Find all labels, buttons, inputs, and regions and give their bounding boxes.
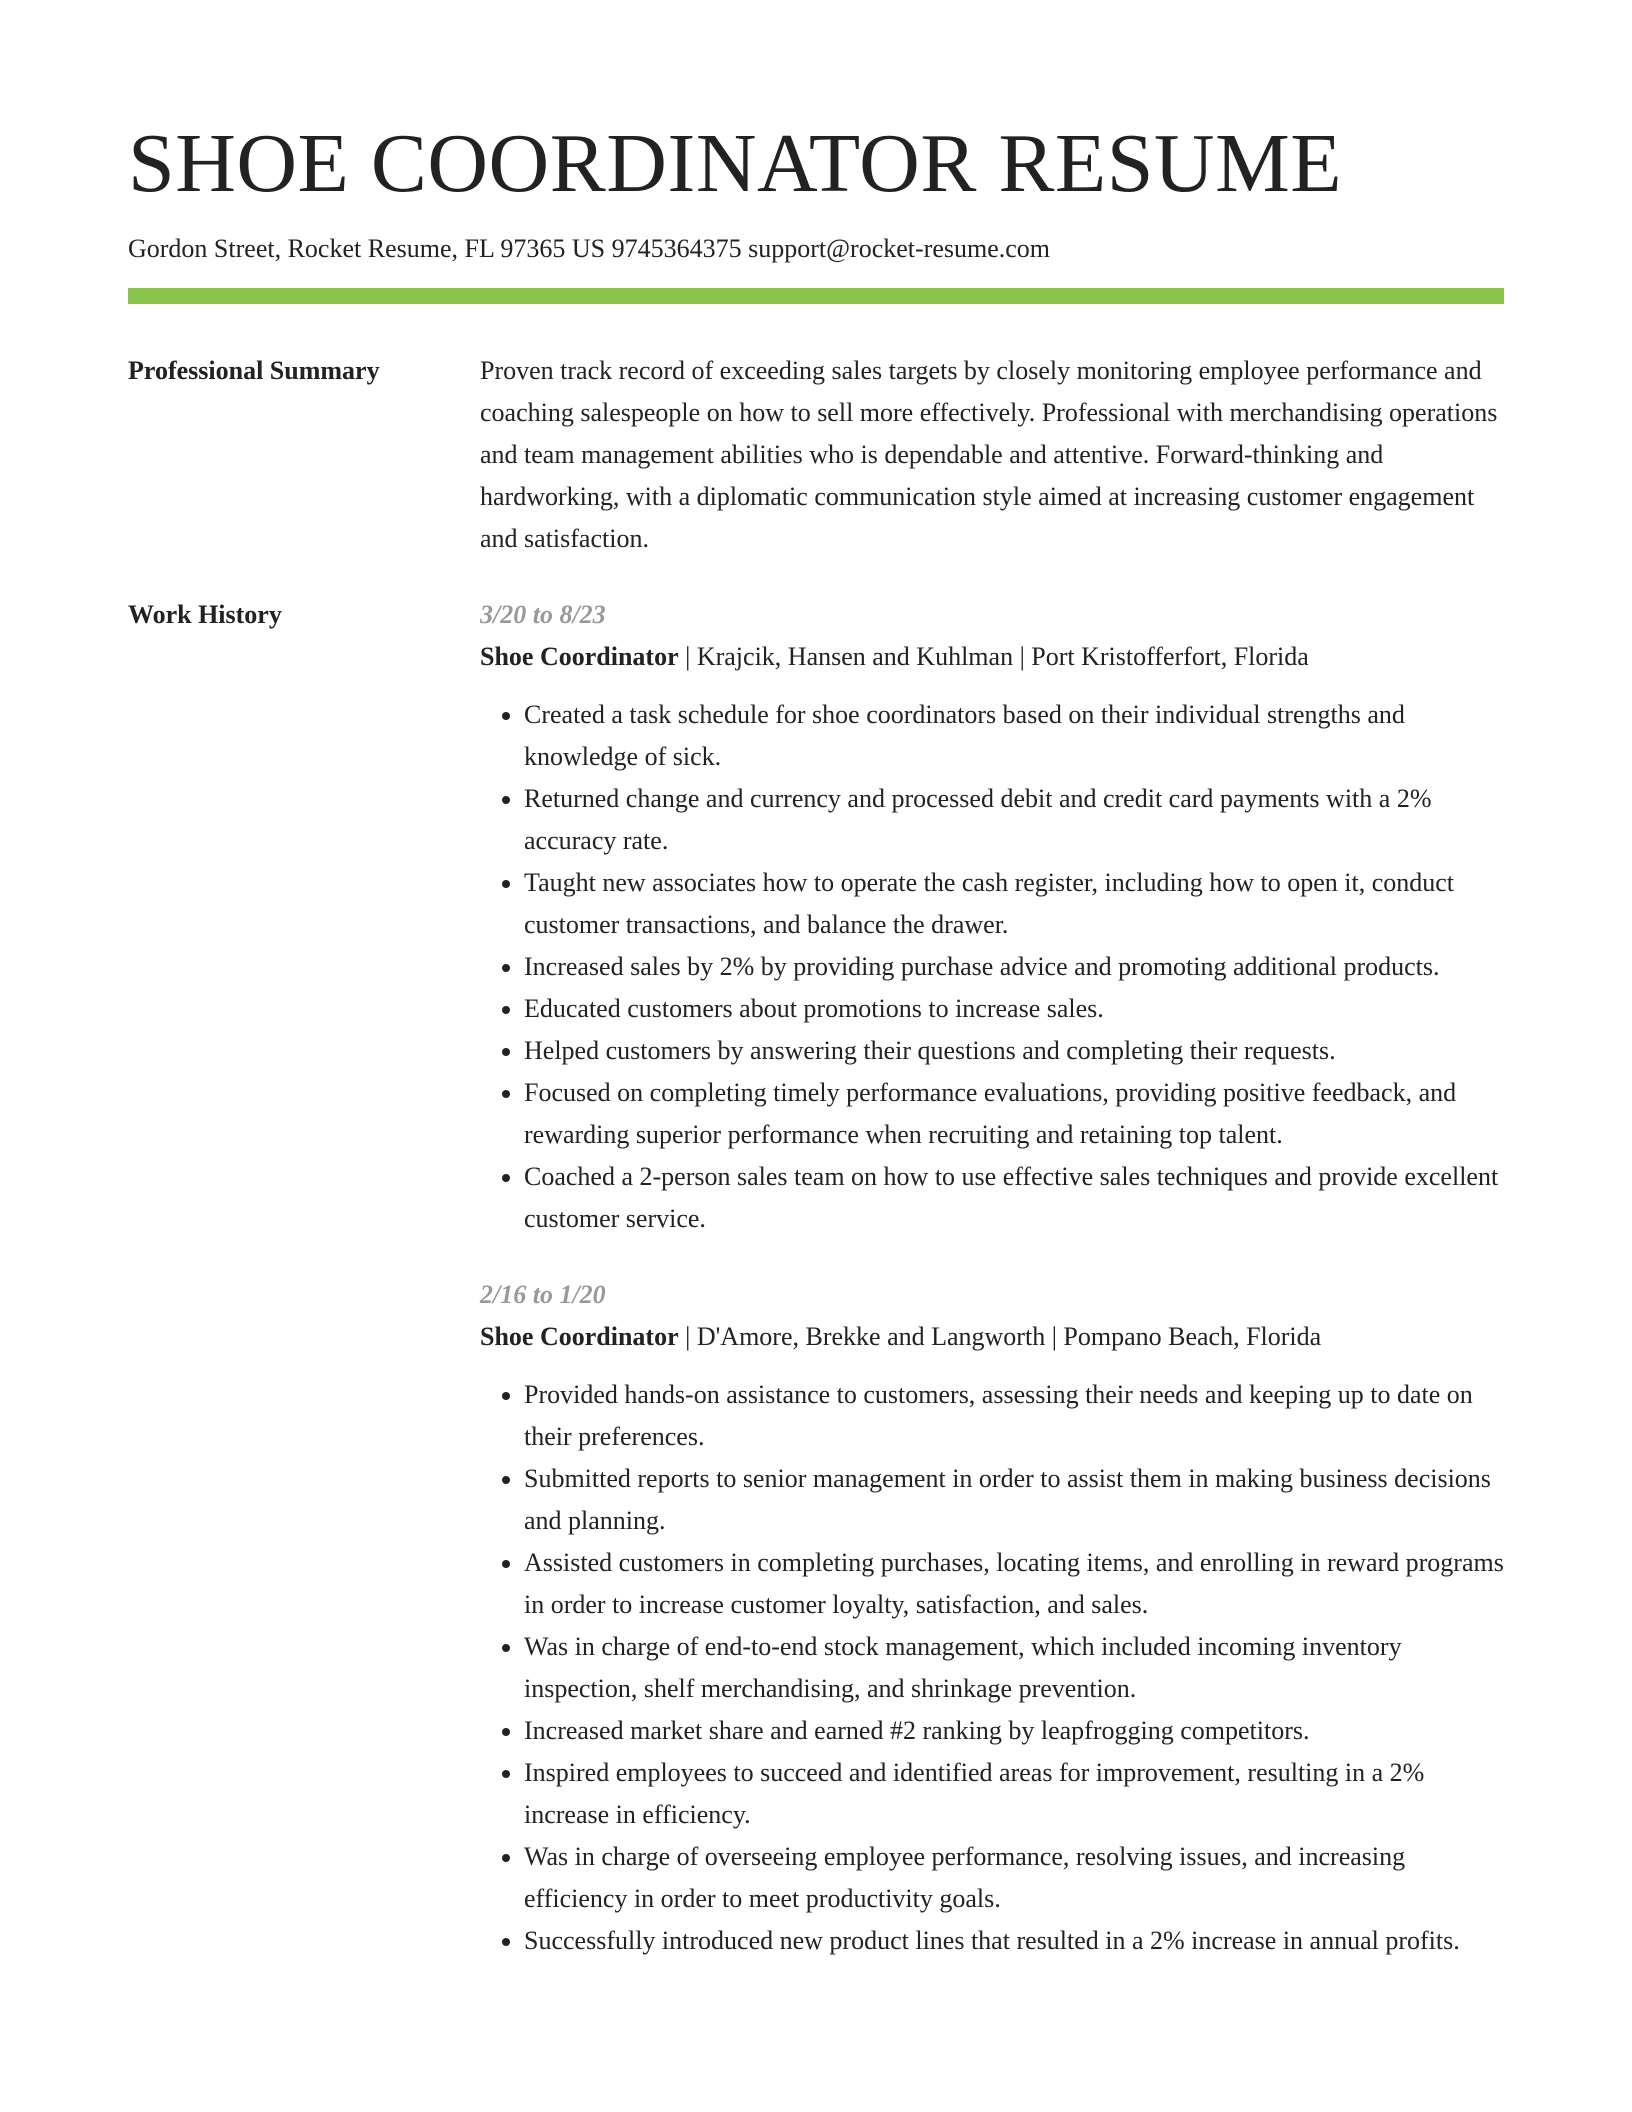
work-history-body [480, 594, 1504, 1962]
section-label-summary: Professional Summary [128, 356, 380, 386]
job-employer-location: | Krajcik, Hansen and Kuhlman | Port Kristofferfort, Florida [678, 642, 1309, 672]
job-bullet: • Created a task schedule for shoe coordinators based on their individual strengths and knowledge of sick. [524, 694, 1504, 778]
job-bullet: • Inspired employees to succeed and identified areas for improvement, resulting in a 2% increase in efficiency. [524, 1752, 1504, 1836]
job-bullet: • Educated customers about promotions to increase sales. [524, 988, 1504, 1030]
resume-page [128, 118, 1504, 1962]
job-bullet: • Was in charge of end-to-end stock management, which included incoming inventory inspection, shelf merchandising, and shrinkage prevention. [524, 1626, 1504, 1710]
job-entry [480, 594, 1504, 1240]
job-dates: 2/16 to 1/20 [480, 1280, 606, 1310]
job-entry [480, 1274, 1504, 1962]
job-employer-location: | D'Amore, Brekke and Langworth | Pompano Beach, Florida [678, 1322, 1322, 1352]
job-bullet: • Helped customers by answering their questions and completing their requests. [524, 1030, 1504, 1072]
work-history-section [128, 594, 1504, 1962]
job-dates: 3/20 to 8/23 [480, 600, 606, 630]
job-bullet: • Increased market share and earned #2 ranking by leapfrogging competitors. [524, 1710, 1504, 1752]
job-header [480, 1316, 1504, 1358]
job-bullet-list [480, 1374, 1504, 1962]
job-bullet: • Assisted customers in completing purchases, locating items, and enrolling in reward programs in order to increase customer loyalty, satisfaction, and sales. [524, 1542, 1504, 1626]
accent-divider [128, 288, 1504, 304]
professional-summary-section [128, 350, 1504, 560]
job-bullet: • Successfully introduced new product lines that resulted in a 2% increase in annual profits. [524, 1920, 1504, 1962]
job-bullet: • Returned change and currency and processed debit and credit card payments with a 2% accuracy rate. [524, 778, 1504, 862]
job-bullet: • Taught new associates how to operate the cash register, including how to open it, conduct customer transactions, and balance the drawer. [524, 862, 1504, 946]
job-bullet: • Was in charge of overseeing employee performance, resolving issues, and increasing efficiency in order to meet productivity goals. [524, 1836, 1504, 1920]
job-title: Shoe Coordinator [480, 642, 679, 672]
section-label-work-history: Work History [128, 600, 282, 630]
job-bullet-list [480, 694, 1504, 1240]
job-title: Shoe Coordinator [480, 1322, 679, 1352]
resume-title: SHOE COORDINATOR RESUME [128, 117, 1343, 210]
job-bullet: • Submitted reports to senior management in order to assist them in making business decisions and planning. [524, 1458, 1504, 1542]
job-header [480, 636, 1504, 678]
job-bullet: • Increased sales by 2% by providing purchase advice and promoting additional products. [524, 946, 1504, 988]
contact-line: Gordon Street, Rocket Resume, FL 97365 US 9745364375 support@rocket-resume.com [128, 234, 1051, 264]
summary-text: Proven track record of exceeding sales targets by closely monitoring employee performance and coaching salespeople on how to sell more effectively. Professional with merchandising operations and team management abilities who is dependable and attentive. Forward-thinking and hardworking, with a diplomatic communication style aimed at increasing customer engagement and satisfaction. [480, 356, 1498, 554]
job-bullet: • Coached a 2-person sales team on how to use effective sales techniques and provide excellent customer service. [524, 1156, 1504, 1240]
job-bullet: • Focused on completing timely performance evaluations, providing positive feedback, and rewarding superior performance when recruiting and retaining top talent. [524, 1072, 1504, 1156]
job-bullet: • Provided hands-on assistance to customers, assessing their needs and keeping up to date on their preferences. [524, 1374, 1504, 1458]
